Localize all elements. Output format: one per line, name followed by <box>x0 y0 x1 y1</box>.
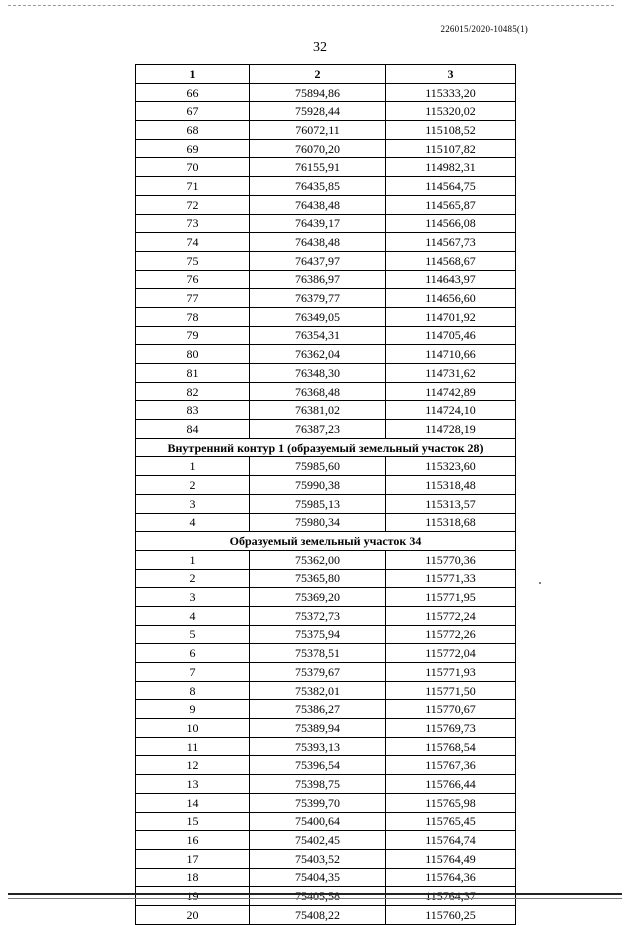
point-number-cell: 81 <box>136 364 250 383</box>
point-number-cell: 74 <box>136 233 250 252</box>
table-row <box>136 849 516 868</box>
point-number-cell: 69 <box>136 139 250 158</box>
table-row <box>136 887 516 906</box>
y-coordinate-cell: 115771,95 <box>386 588 516 607</box>
x-coordinate-cell: 75405,58 <box>250 887 386 906</box>
table-row <box>136 476 516 495</box>
point-number-cell: 77 <box>136 289 250 308</box>
y-coordinate-cell: 115320,02 <box>386 102 516 121</box>
coordinates-table <box>135 64 516 925</box>
table-row <box>136 102 516 121</box>
table-row <box>136 214 516 233</box>
y-coordinate-cell: 114710,66 <box>386 345 516 364</box>
y-coordinate-cell: 115333,20 <box>386 83 516 102</box>
x-coordinate-cell: 75399,70 <box>250 793 386 812</box>
table-row <box>136 233 516 252</box>
y-coordinate-cell: 115107,82 <box>386 139 516 158</box>
table-row <box>136 401 516 420</box>
scan-speck <box>539 582 541 584</box>
point-number-cell: 2 <box>136 569 250 588</box>
table-header-row <box>136 65 516 84</box>
point-number-cell: 83 <box>136 401 250 420</box>
x-coordinate-cell: 76348,30 <box>250 364 386 383</box>
x-coordinate-cell: 76354,31 <box>250 326 386 345</box>
y-coordinate-cell: 114728,19 <box>386 420 516 439</box>
point-number-cell: 17 <box>136 849 250 868</box>
point-number-cell: 15 <box>136 812 250 831</box>
point-number-cell: 72 <box>136 195 250 214</box>
point-number-cell: 13 <box>136 775 250 794</box>
y-coordinate-cell: 114982,31 <box>386 158 516 177</box>
x-coordinate-cell: 76435,85 <box>250 177 386 196</box>
point-number-cell: 12 <box>136 756 250 775</box>
table-row <box>136 457 516 476</box>
x-coordinate-cell: 75365,80 <box>250 569 386 588</box>
point-number-cell: 11 <box>136 737 250 756</box>
x-coordinate-cell: 75985,60 <box>250 457 386 476</box>
x-coordinate-cell: 75386,27 <box>250 700 386 719</box>
section-title: Внутренний контур 1 (образуемый земельный участок 28) <box>136 438 516 457</box>
x-coordinate-cell: 75402,45 <box>250 831 386 850</box>
table-row <box>136 121 516 140</box>
x-coordinate-cell: 75403,52 <box>250 849 386 868</box>
x-coordinate-cell: 75372,73 <box>250 606 386 625</box>
y-coordinate-cell: 115772,26 <box>386 625 516 644</box>
x-coordinate-cell: 75382,01 <box>250 681 386 700</box>
table-row <box>136 251 516 270</box>
bottom-rule <box>8 893 622 895</box>
table-row <box>136 905 516 924</box>
y-coordinate-cell: 114567,73 <box>386 233 516 252</box>
table-row <box>136 681 516 700</box>
x-coordinate-cell: 75990,38 <box>250 476 386 495</box>
column-header-2: 2 <box>250 65 386 84</box>
table-row <box>136 195 516 214</box>
y-coordinate-cell: 115764,36 <box>386 868 516 887</box>
point-number-cell: 7 <box>136 663 250 682</box>
x-coordinate-cell: 76072,11 <box>250 121 386 140</box>
y-coordinate-cell: 115764,37 <box>386 887 516 906</box>
x-coordinate-cell: 76362,04 <box>250 345 386 364</box>
y-coordinate-cell: 114705,46 <box>386 326 516 345</box>
table-row <box>136 139 516 158</box>
y-coordinate-cell: 115765,98 <box>386 793 516 812</box>
table-row <box>136 177 516 196</box>
x-coordinate-cell: 75408,22 <box>250 905 386 924</box>
table-row <box>136 606 516 625</box>
table-row <box>136 737 516 756</box>
x-coordinate-cell: 76437,97 <box>250 251 386 270</box>
y-coordinate-cell: 115764,49 <box>386 849 516 868</box>
point-number-cell: 4 <box>136 513 250 532</box>
x-coordinate-cell: 75894,86 <box>250 83 386 102</box>
x-coordinate-cell: 76381,02 <box>250 401 386 420</box>
top-rule <box>8 5 614 6</box>
point-number-cell: 76 <box>136 270 250 289</box>
table-row <box>136 569 516 588</box>
page-number: 32 <box>313 40 327 55</box>
section-title: Образуемый земельный участок 34 <box>136 532 516 551</box>
table-row <box>136 382 516 401</box>
x-coordinate-cell: 75928,44 <box>250 102 386 121</box>
y-coordinate-cell: 115313,57 <box>386 494 516 513</box>
x-coordinate-cell: 75389,94 <box>250 719 386 738</box>
section-row <box>136 532 516 551</box>
x-coordinate-cell: 76439,17 <box>250 214 386 233</box>
x-coordinate-cell: 75980,34 <box>250 513 386 532</box>
table-row <box>136 83 516 102</box>
section-row <box>136 438 516 457</box>
y-coordinate-cell: 114701,92 <box>386 307 516 326</box>
table-row <box>136 307 516 326</box>
point-number-cell: 1 <box>136 550 250 569</box>
table-row <box>136 812 516 831</box>
x-coordinate-cell: 76438,48 <box>250 233 386 252</box>
table-row <box>136 158 516 177</box>
x-coordinate-cell: 76379,77 <box>250 289 386 308</box>
table-row <box>136 644 516 663</box>
y-coordinate-cell: 115772,04 <box>386 644 516 663</box>
table-row <box>136 868 516 887</box>
column-header-3: 3 <box>386 65 516 84</box>
y-coordinate-cell: 115771,50 <box>386 681 516 700</box>
point-number-cell: 79 <box>136 326 250 345</box>
point-number-cell: 10 <box>136 719 250 738</box>
point-number-cell: 73 <box>136 214 250 233</box>
y-coordinate-cell: 115760,25 <box>386 905 516 924</box>
y-coordinate-cell: 115771,93 <box>386 663 516 682</box>
x-coordinate-cell: 75362,00 <box>250 550 386 569</box>
table-row <box>136 364 516 383</box>
x-coordinate-cell: 76368,48 <box>250 382 386 401</box>
x-coordinate-cell: 76387,23 <box>250 420 386 439</box>
x-coordinate-cell: 75400,64 <box>250 812 386 831</box>
table-row <box>136 513 516 532</box>
table-row <box>136 270 516 289</box>
y-coordinate-cell: 115770,36 <box>386 550 516 569</box>
y-coordinate-cell: 115771,33 <box>386 569 516 588</box>
y-coordinate-cell: 115770,67 <box>386 700 516 719</box>
x-coordinate-cell: 76070,20 <box>250 139 386 158</box>
x-coordinate-cell: 76349,05 <box>250 307 386 326</box>
x-coordinate-cell: 75378,51 <box>250 644 386 663</box>
y-coordinate-cell: 114565,87 <box>386 195 516 214</box>
point-number-cell: 19 <box>136 887 250 906</box>
y-coordinate-cell: 115768,54 <box>386 737 516 756</box>
y-coordinate-cell: 115766,44 <box>386 775 516 794</box>
table-row <box>136 775 516 794</box>
table-row <box>136 625 516 644</box>
y-coordinate-cell: 114742,89 <box>386 382 516 401</box>
column-header-1: 1 <box>136 65 250 84</box>
y-coordinate-cell: 114566,08 <box>386 214 516 233</box>
table-row <box>136 326 516 345</box>
y-coordinate-cell: 114568,67 <box>386 251 516 270</box>
x-coordinate-cell: 75404,35 <box>250 868 386 887</box>
y-coordinate-cell: 115772,24 <box>386 606 516 625</box>
x-coordinate-cell: 75985,13 <box>250 494 386 513</box>
x-coordinate-cell: 75369,20 <box>250 588 386 607</box>
point-number-cell: 2 <box>136 476 250 495</box>
x-coordinate-cell: 75393,13 <box>250 737 386 756</box>
point-number-cell: 66 <box>136 83 250 102</box>
x-coordinate-cell: 76438,48 <box>250 195 386 214</box>
point-number-cell: 84 <box>136 420 250 439</box>
point-number-cell: 78 <box>136 307 250 326</box>
y-coordinate-cell: 114643,97 <box>386 270 516 289</box>
table-row <box>136 494 516 513</box>
x-coordinate-cell: 76386,97 <box>250 270 386 289</box>
point-number-cell: 3 <box>136 494 250 513</box>
table-row <box>136 289 516 308</box>
point-number-cell: 68 <box>136 121 250 140</box>
point-number-cell: 71 <box>136 177 250 196</box>
table-row <box>136 756 516 775</box>
point-number-cell: 20 <box>136 905 250 924</box>
point-number-cell: 6 <box>136 644 250 663</box>
y-coordinate-cell: 114724,10 <box>386 401 516 420</box>
point-number-cell: 16 <box>136 831 250 850</box>
y-coordinate-cell: 115323,60 <box>386 457 516 476</box>
y-coordinate-cell: 115767,36 <box>386 756 516 775</box>
point-number-cell: 8 <box>136 681 250 700</box>
table-row <box>136 550 516 569</box>
document-number: 226015/2020-10485(1) <box>440 24 528 34</box>
y-coordinate-cell: 115108,52 <box>386 121 516 140</box>
x-coordinate-cell: 75379,67 <box>250 663 386 682</box>
y-coordinate-cell: 115764,74 <box>386 831 516 850</box>
table-row <box>136 588 516 607</box>
table-row <box>136 663 516 682</box>
point-number-cell: 67 <box>136 102 250 121</box>
point-number-cell: 18 <box>136 868 250 887</box>
table-row <box>136 793 516 812</box>
point-number-cell: 75 <box>136 251 250 270</box>
point-number-cell: 5 <box>136 625 250 644</box>
table-row <box>136 831 516 850</box>
x-coordinate-cell: 75375,94 <box>250 625 386 644</box>
y-coordinate-cell: 115318,68 <box>386 513 516 532</box>
y-coordinate-cell: 114731,62 <box>386 364 516 383</box>
point-number-cell: 3 <box>136 588 250 607</box>
table-row <box>136 345 516 364</box>
y-coordinate-cell: 114564,75 <box>386 177 516 196</box>
x-coordinate-cell: 76155,91 <box>250 158 386 177</box>
table-row <box>136 719 516 738</box>
x-coordinate-cell: 75396,54 <box>250 756 386 775</box>
point-number-cell: 82 <box>136 382 250 401</box>
bottom-rule-thin <box>8 898 622 899</box>
table-row <box>136 420 516 439</box>
y-coordinate-cell: 115318,48 <box>386 476 516 495</box>
table-body <box>136 83 516 924</box>
point-number-cell: 70 <box>136 158 250 177</box>
point-number-cell: 80 <box>136 345 250 364</box>
x-coordinate-cell: 75398,75 <box>250 775 386 794</box>
y-coordinate-cell: 115769,73 <box>386 719 516 738</box>
table-row <box>136 700 516 719</box>
y-coordinate-cell: 115765,45 <box>386 812 516 831</box>
point-number-cell: 14 <box>136 793 250 812</box>
point-number-cell: 4 <box>136 606 250 625</box>
point-number-cell: 9 <box>136 700 250 719</box>
point-number-cell: 1 <box>136 457 250 476</box>
y-coordinate-cell: 114656,60 <box>386 289 516 308</box>
